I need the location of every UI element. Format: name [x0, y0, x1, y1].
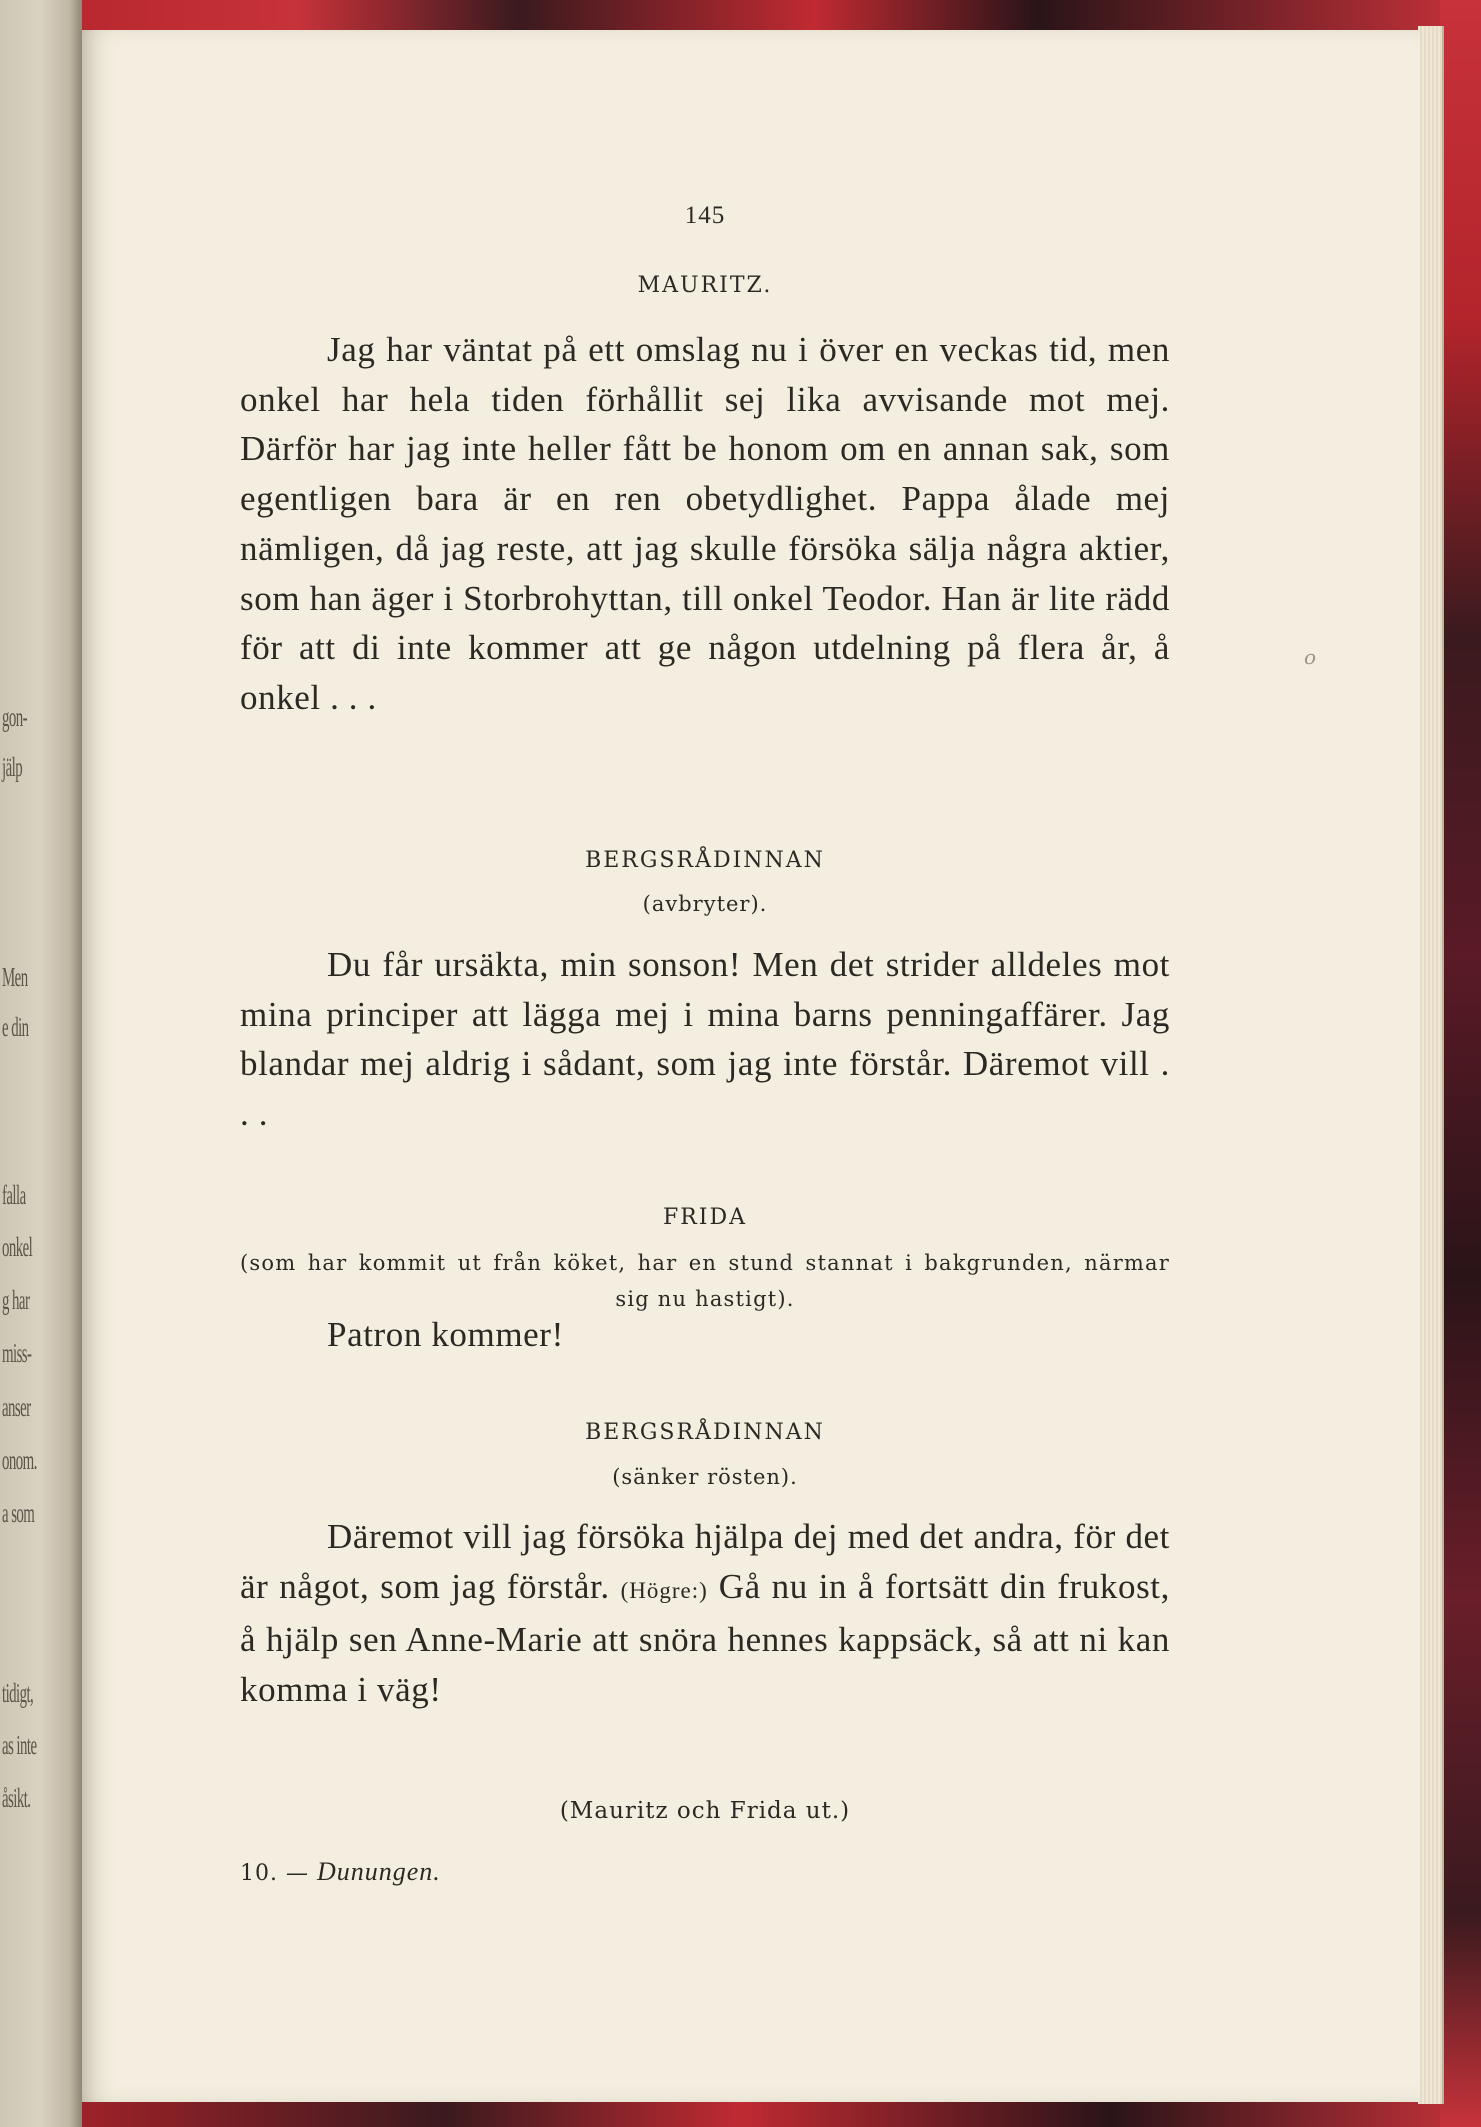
stage-direction: (avbryter).	[642, 892, 768, 916]
margin-mark: o	[1304, 645, 1317, 669]
speaker-name: BERGSRÅDINNAN	[585, 1420, 825, 1445]
dialogue-paragraph: Jag har väntat på ett omslag nu i över en veckas tid, men onkel har hela tiden förhållit sej lika avvisande mot mej. Därför har jag inte heller fått be honom om en annan sak, som egentligen bara är en ren obetydlighet. Pappa ålade mej nämligen, då jag reste, att jag skulle försöka sälja några aktier, som han äger i Storbrohyttan, till onkel Teodor. Han är lite rädd för att di inte kommer att ge någon utdelning på flera år, å onkel . . .	[240, 330, 1170, 717]
book-cover-right	[1440, 0, 1481, 2127]
dialogue-text: Gå nu in å fortsätt din frukost, å hjälp sen Anne-Marie att snöra hennes kappsäck, så att ni kan komma i väg!	[240, 1566, 1170, 1710]
previous-page-fragment: onkel	[2, 1232, 33, 1262]
speaker-name: FRIDA	[662, 1205, 748, 1230]
speaker-name: MAURITZ.	[637, 273, 773, 298]
inline-stage-direction: (Högre:)	[620, 1577, 708, 1603]
previous-page-fragment: jälp	[2, 752, 23, 782]
book-cover-top	[0, 0, 1481, 34]
dialogue-paragraph: Du får ursäkta, min sonson! Men det strider alldeles mot mina principer att lägga mej i mina barns penningaffärer. Jag blandar mej aldrig i sådant, som jag inte förstår. Däremot vill . . .	[240, 945, 1170, 1134]
signature-number: 10. —	[240, 1861, 309, 1886]
previous-page-fragment: gon-	[2, 702, 28, 732]
book-cover-bottom	[0, 2100, 1481, 2127]
signature-mark	[240, 1857, 441, 1887]
signature-title: Dunungen.	[316, 1857, 441, 1886]
previous-page-fragment: Men	[2, 962, 28, 992]
speaker-name: BERGSRÅDINNAN	[585, 848, 825, 873]
stage-direction: (sänker rösten).	[612, 1465, 798, 1489]
dialogue-text: Däremot vill jag försöka hjälpa dej med det andra, för det är något, som jag förstår.	[240, 1517, 1170, 1606]
previous-page-fragment: falla	[2, 1180, 26, 1210]
previous-page-fragment: åsikt.	[2, 1783, 31, 1813]
page-number: 145	[684, 202, 726, 229]
stage-exit-direction: (Mauritz och Frida ut.)	[559, 1798, 851, 1824]
previous-page-fragment: g har	[2, 1285, 30, 1315]
page-edges	[1418, 26, 1444, 2104]
previous-page-edge	[0, 0, 82, 2127]
previous-page-fragment: a som	[2, 1498, 35, 1528]
dialogue-paragraph: Patron kommer!	[327, 1315, 564, 1354]
dialogue-paragraph	[240, 1512, 1170, 1715]
previous-page-fragment: tidigt,	[2, 1678, 34, 1708]
previous-page-fragment: onom.	[2, 1445, 37, 1475]
previous-page-fragment: e din	[2, 1012, 29, 1042]
stage-direction: (som har kommit ut från köket, har en stund stannat i bakgrunden, närmar sig nu hastigt).	[240, 1251, 1170, 1311]
previous-page-fragment: as inte	[2, 1730, 37, 1760]
previous-page-fragment: anser	[2, 1392, 31, 1422]
book-page	[82, 30, 1420, 2102]
previous-page-fragment: miss-	[2, 1338, 32, 1368]
